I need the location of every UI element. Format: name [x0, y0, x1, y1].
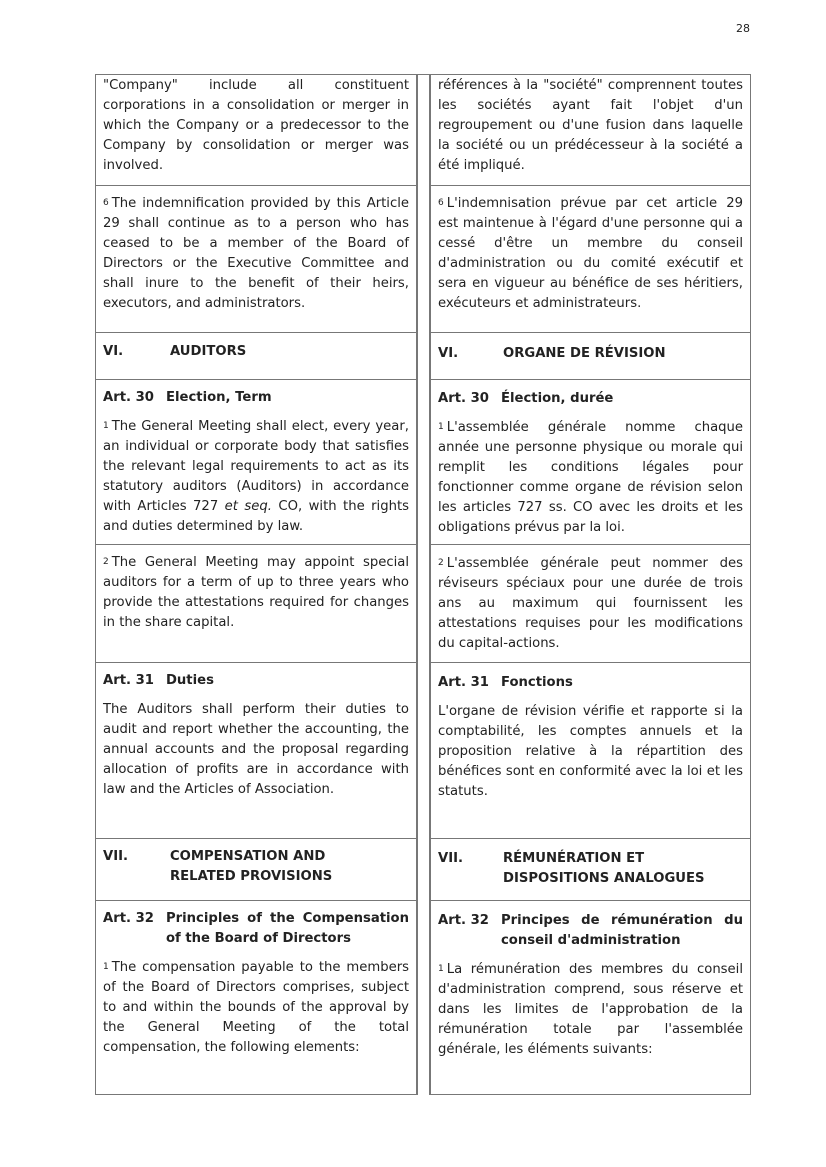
paragraph-text: L'organe de révision vérifie et rapporte si la comptabilité, les comptes annuels et la proposition relative à la répartition des bénéfices sont en conformité avec la loi et les statuts.: [438, 704, 743, 799]
section-heading: [438, 344, 743, 364]
paragraph-number: 1: [103, 421, 109, 431]
paragraph-text: références à la "société" comprennent toutes les sociétés ayant fait l'objet d'un regroupement ou d'une fusion dans laquelle la société ou un prédécesseur à la société a été impliqué.: [438, 78, 743, 173]
paragraph-number: 1: [103, 962, 109, 972]
paragraph-number: 6: [103, 198, 109, 208]
paragraph-text: $^1$ L'assemblée générale nomme chaque année une personne physique ou morale qui remplit les conditions légales pour fonctionner comme organe de révision selon les articles 727 ss. CO avec les droits et les obligations prévus par la loi.: [438, 420, 743, 535]
section-number: VII.: [438, 851, 464, 866]
paragraph-text: $^2$ L'assemblée générale peut nommer des réviseurs spéciaux pour une durée de trois ans au maximum qui fournissent les attestations requises pour les modifications du capital-actions.: [438, 556, 743, 651]
paragraph-text: $^6$ L'indemnisation prévue par cet article 29 est maintenue à l'égard d'une personne qui a cessé d'être un membre du conseil d'administration ou du comité exécutif et sera en vigueur au bénéfice de ses héritiers, exécuteurs et administrateurs.: [438, 196, 743, 311]
section-title: RÉMUNÉRATION ET DISPOSITIONS ANALOGUES: [503, 851, 705, 886]
article-heading: [103, 909, 409, 949]
article-heading: [103, 388, 409, 408]
english-cell: [95, 839, 417, 901]
article-title: Duties: [165, 673, 214, 688]
section-title: AUDITORS: [170, 344, 247, 359]
section-number: VII.: [103, 849, 129, 864]
french-cell: [430, 901, 751, 1095]
table-row: [95, 74, 751, 186]
paragraph-text: $^6$ The indemnification provided by this Article 29 shall continue as to a person who has ceased to be a member of the Board of Directors or the Executive Committee and shall inure to the benefit of their heirs, executors, and administrators.: [103, 196, 409, 311]
table-row: [95, 380, 751, 545]
french-cell: [430, 839, 751, 901]
table-row: [95, 901, 751, 1095]
paragraph-number: 2: [438, 558, 444, 568]
french-cell: [430, 380, 751, 545]
article-number: Art. 30: [438, 391, 489, 406]
english-cell: [95, 74, 417, 186]
column-divider: [417, 839, 430, 901]
paragraph-number: 1: [438, 422, 444, 432]
french-cell: [430, 545, 751, 663]
article-title: Principes de rémunération du conseil d'administration: [500, 913, 743, 948]
english-cell: [95, 380, 417, 545]
section-heading: [438, 849, 743, 889]
english-cell: [95, 663, 417, 839]
paragraph-text: $^2$ The General Meeting may appoint special auditors for a term of up to three years who provide the attestations required for changes in the share capital.: [103, 555, 409, 630]
article-heading: [438, 911, 743, 951]
column-divider: [417, 901, 430, 1095]
paragraph-text: The Auditors shall perform their duties to audit and report whether the accounting, the annual accounts and the proposal regarding allocation of profits are in accordance with law and the Articles of Association.: [103, 702, 409, 797]
section-heading: [103, 342, 409, 362]
paragraph-text: $^1$ La rémunération des membres du conseil d'administration comprend, sous réserve et dans les limites de l'approbation de la rémunération totale par l'assemblée générale, les éléments suivants:: [438, 962, 743, 1057]
column-divider: [417, 663, 430, 839]
column-divider: [417, 545, 430, 663]
paragraph-text: "Company" include all constituent corporations in a consolidation or merger in which the Company or a predecessor to the Company by consolidation or merger was involved.: [103, 78, 409, 173]
article-title: Election, Term: [165, 390, 272, 405]
paragraph-text: $^1$ The compensation payable to the members of the Board of Directors comprises, subject to and within the bounds of the approval by the General Meeting of the total compensation, the following elements:: [103, 960, 409, 1055]
english-cell: [95, 901, 417, 1095]
section-title: COMPENSATION AND RELATED PROVISIONS: [170, 849, 333, 884]
section-heading: [103, 847, 409, 887]
article-title: Élection, durée: [500, 391, 614, 406]
section-number: VI.: [438, 346, 459, 361]
paragraph-number: 1: [438, 964, 444, 974]
english-cell: [95, 545, 417, 663]
article-heading: [438, 673, 743, 693]
column-divider: [417, 333, 430, 380]
article-heading: [103, 671, 409, 691]
table-row: [95, 663, 751, 839]
french-cell: [430, 186, 751, 333]
english-cell: [95, 333, 417, 380]
french-cell: [430, 74, 751, 186]
article-number: Art. 31: [103, 673, 154, 688]
column-divider: [417, 186, 430, 333]
article-number: Art. 32: [103, 911, 154, 926]
column-divider: [417, 380, 430, 545]
french-cell: [430, 663, 751, 839]
paragraph-number: 2: [103, 557, 109, 567]
english-cell: [95, 186, 417, 333]
section-title: ORGANE DE RÉVISION: [503, 346, 666, 361]
article-number: Art. 30: [103, 390, 154, 405]
article-title: Principles of the Compensation of the Board of Directors: [165, 911, 409, 946]
table-row: [95, 545, 751, 663]
paragraph-text: $^1$ The General Meeting shall elect, every year, an individual or corporate body that satisfies the relevant legal requirements to act as its statutory auditors (Auditors) in accordance with Articles 727 et seq. CO, with the rights and duties determined by law.: [103, 419, 409, 534]
table-row: [95, 186, 751, 333]
section-number: VI.: [103, 344, 124, 359]
section-heading-row: [95, 333, 751, 380]
article-number: Art. 31: [438, 675, 489, 690]
column-divider: [417, 74, 430, 186]
french-cell: [430, 333, 751, 380]
bilingual-articles-table: [95, 74, 751, 1095]
paragraph-number: 6: [438, 198, 444, 208]
article-heading: [438, 389, 743, 409]
page-number: 28: [736, 22, 750, 35]
article-number: Art. 32: [438, 913, 489, 928]
section-heading-row: [95, 839, 751, 901]
article-title: Fonctions: [500, 675, 573, 690]
